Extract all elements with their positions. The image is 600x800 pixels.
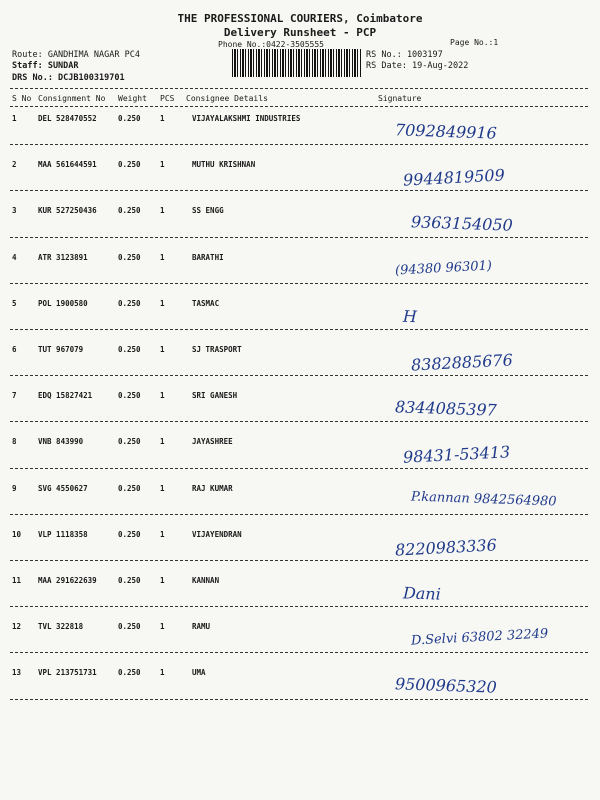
cell-name: MUTHU KRISHNAN [192,160,256,170]
cell-wt: 0.250 [118,576,141,585]
cell-cno: SVG 4550627 [38,483,88,493]
cell-pcs: 1 [160,298,165,308]
row-divider [10,421,588,422]
cell-name: BARATHI [192,252,224,262]
cell-pcs: 1 [160,391,165,401]
cell-name: TASMAC [192,298,220,308]
cell-wt: 0.250 [118,298,141,308]
cell-name: SRI GANESH [192,391,238,401]
cell-name: JAYASHREE [192,437,233,447]
company-title: THE PROFESSIONAL COURIERS, Coimbatore [177,12,423,25]
cell-sno: 11 [12,576,22,585]
cell-cno: VPL 213751731 [38,668,97,678]
cell-cno: DEL 528470552 [38,114,97,123]
route: Route: GANDHIMA NAGAR PC4 [12,50,140,60]
cell-name: RAMU [192,622,211,632]
signature: (94380 96301) [394,258,493,279]
row-divider [10,144,588,145]
cell-wt: 0.250 [118,252,141,262]
cell-pcs: 1 [160,483,165,493]
cell-wt: 0.250 [118,668,141,678]
document-title: Delivery Runsheet - PCP [223,26,377,39]
cell-sno: 10 [12,529,22,539]
cell-cno: TUT 967079 [38,345,84,354]
cell-name: SS ENGG [192,206,224,216]
signature: 9363154050 [410,212,514,236]
cell-sno: 4 [12,252,17,262]
cell-sno: 1 [12,114,17,123]
cell-name: SJ TRASPORT [192,345,242,354]
row-divider [10,606,588,607]
col-signature: Signature [378,94,422,103]
cell-sno: 8 [12,437,17,447]
row-divider [10,560,588,561]
cell-pcs: 1 [160,437,165,447]
rs-number: RS No.: 1003197 [366,50,443,60]
signature: 9944819509 [402,165,506,190]
cell-name: UMA [192,668,206,678]
col-sno: S No [12,94,32,103]
cell-wt: 0.250 [118,529,141,539]
signature: 8220983336 [394,535,498,560]
cell-cno: VLP 1118358 [38,529,88,539]
cell-cno: EDQ 15827421 [38,391,93,401]
cell-pcs: 1 [160,252,165,262]
cell-cno: TVL 322818 [38,622,84,632]
cell-sno: 3 [12,206,17,216]
signature: 7092849916 [394,120,498,143]
cell-name: RAJ KUMAR [192,483,233,493]
cell-sno: 12 [12,622,22,632]
rs-date: RS Date: 19-Aug-2022 [366,61,469,71]
cell-pcs: 1 [160,114,165,123]
divider [10,88,588,89]
signature: 98431-53413 [402,442,511,468]
cell-sno: 5 [12,298,17,308]
row-divider [10,329,588,330]
signature: D.Selvi 63802 32249 [410,626,549,649]
phone-number: Phone No.:0422-3505555 [218,40,324,49]
cell-wt: 0.250 [118,114,141,123]
cell-pcs: 1 [160,206,165,216]
barcode [232,49,362,77]
row-divider [10,375,588,376]
col-pcs: PCS [160,94,175,103]
cell-sno: 7 [12,391,17,401]
page-number: Page No.:1 [450,38,499,47]
divider [10,106,588,107]
cell-pcs: 1 [160,622,165,632]
cell-wt: 0.250 [118,622,141,632]
cell-wt: 0.250 [118,345,141,354]
cell-cno: VNB 843990 [38,437,84,447]
signature: P.kannan 9842564980 [410,489,557,510]
col-weight: Weight [118,94,147,103]
staff: Staff: SUNDAR [12,61,79,71]
row-divider [10,699,588,700]
cell-wt: 0.250 [118,483,141,493]
signature: 8344085397 [394,397,498,420]
cell-pcs: 1 [160,160,165,170]
row-divider [10,468,588,469]
row-divider [10,652,588,653]
cell-name: KANNAN [192,576,220,585]
cell-wt: 0.250 [118,437,141,447]
cell-wt: 0.250 [118,206,141,216]
cell-cno: POL 1900580 [38,298,88,308]
cell-cno: KUR 527250436 [38,206,97,216]
cell-pcs: 1 [160,529,165,539]
row-divider [10,237,588,238]
cell-name: VIJAYALAKSHMI INDUSTRIES [192,114,301,123]
cell-wt: 0.250 [118,160,141,170]
row-divider [10,190,588,191]
signature: Dani [402,583,442,604]
col-consignment: Consignment No [38,94,106,103]
signature: H [402,306,418,327]
cell-pcs: 1 [160,345,165,354]
signature: 9500965320 [394,674,498,698]
cell-pcs: 1 [160,576,165,585]
cell-sno: 2 [12,160,17,170]
row-divider [10,514,588,515]
col-consignee: Consignee Details [186,94,268,103]
cell-pcs: 1 [160,668,165,678]
cell-wt: 0.250 [118,391,141,401]
drs-number: DRS No.: DCJB100319701 [12,73,125,83]
row-divider [10,283,588,284]
cell-cno: ATR 3123891 [38,252,88,262]
cell-cno: MAA 291622639 [38,576,97,585]
cell-name: VIJAYENDRAN [192,529,242,539]
cell-cno: MAA 561644591 [38,160,97,170]
cell-sno: 9 [12,483,17,493]
cell-sno: 13 [12,668,22,678]
cell-sno: 6 [12,345,17,354]
signature: 8382885676 [410,350,514,375]
